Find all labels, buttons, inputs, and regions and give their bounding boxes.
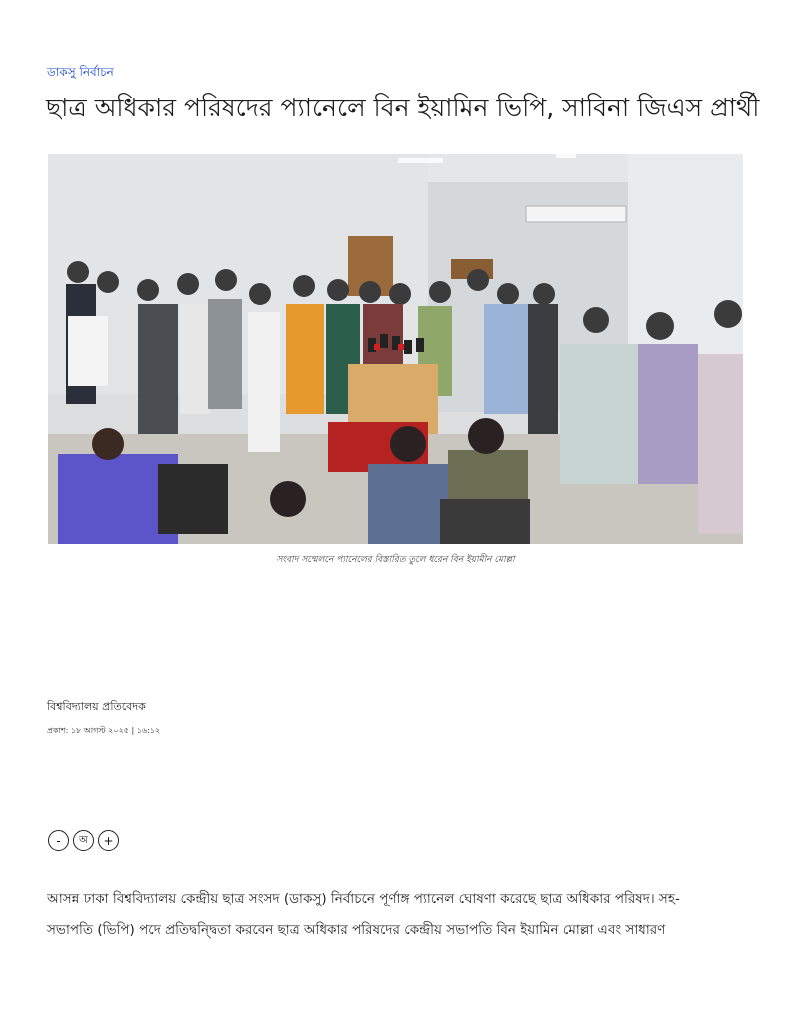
font-decrease-button[interactable]: - <box>48 830 69 851</box>
article-headline: ছাত্র অধিকার পরিষদের প্যানেলে বিন ইয়ামিন ভিপি, সাবিনা জিএস প্রার্থী <box>46 93 760 122</box>
author-byline: বিশ্ববিদ্যালয় প্রতিবেদক <box>47 700 146 713</box>
category-link[interactable]: ডাকসু নির্বাচন <box>47 65 114 79</box>
article-body <box>47 884 747 946</box>
video-camera <box>158 464 228 534</box>
ceiling-light <box>398 158 443 163</box>
person-patterned-shirt <box>560 344 638 484</box>
image-caption: সংবাদ সম্মেলনে প্যানেলের বিস্তারিত তুলে ধরেন বিন ইয়ামীন মোল্লা <box>276 555 515 565</box>
published-date: প্রকাশ: ১৮ আগস্ট ২০২৫ | ১৬:১২ <box>47 726 161 735</box>
body-line-1: আসন্ন ঢাকা বিশ্ববিদ্যালয় কেন্দ্রীয় ছাত্র সংসদ (ডাকসু) নির্বাচনে পূর্ণাঙ্গ প্যানেল ঘোষণা করেছে ছাত্র অধিকার পরিষদ। সহ- <box>47 891 680 907</box>
hero-photo <box>48 154 743 544</box>
font-increase-button[interactable]: + <box>98 830 119 851</box>
font-size-controls <box>48 830 119 851</box>
person-orange-kurta <box>286 304 324 414</box>
body-line-2: সভাপতি (ভিপি) পদে প্রতিদ্বন্দ্বিতা করবেন ছাত্র অধিকার পরিষদের কেন্দ্রীয় সভাপতি বিন ইয়ামিন মোল্লা এবং সাধারণ <box>47 922 666 938</box>
font-reset-button[interactable]: অ <box>73 830 94 851</box>
air-conditioner <box>526 206 626 222</box>
